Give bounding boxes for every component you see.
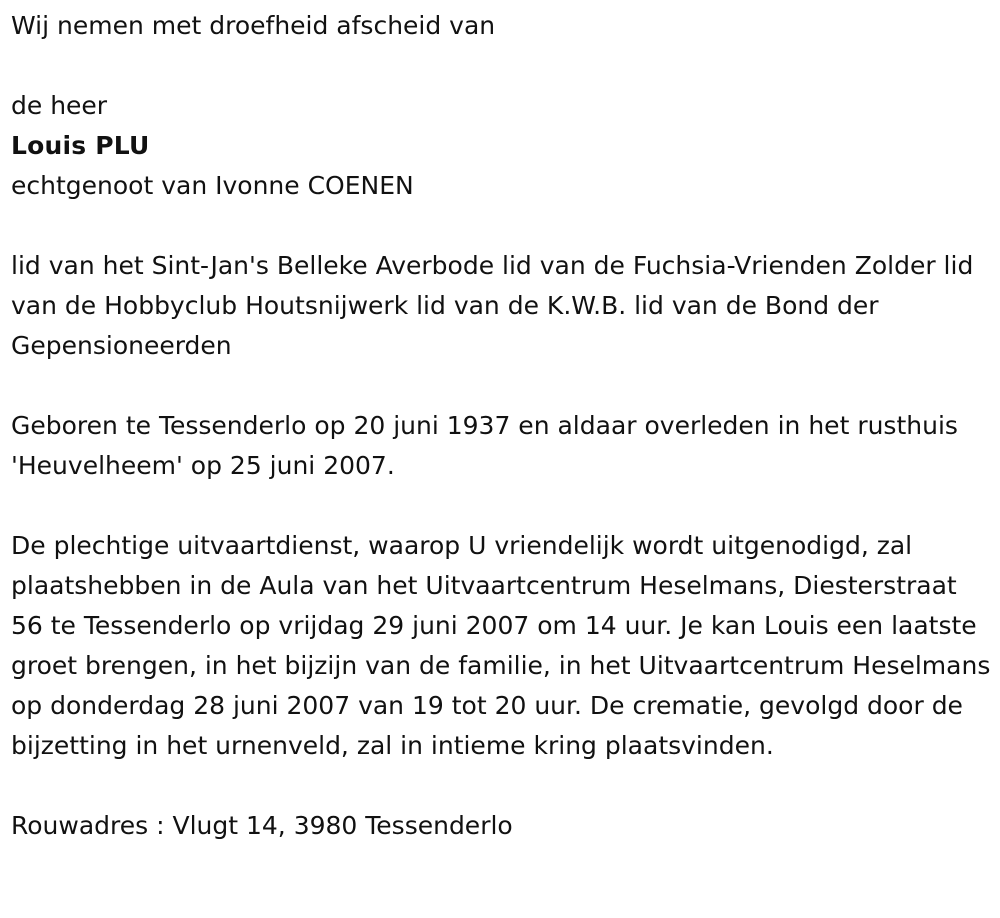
- intro-text: Wij nemen met droefheid afscheid van: [11, 11, 496, 40]
- ceremony-paragraph: De plechtige uitvaartdienst, waarop U vriendelijk wordt uitgenodigd, zal plaatshebben in de Aula van het Uitvaartcentrum Heselmans, Diesterstraat 56 te Tessenderlo op vrijdag 29 juni 2007 om 14 uur. Je kan Louis een laatste groet brengen, in het bijzijn van de familie, in het Uitvaartcentrum Heselmans op donderdag 28 juni 2007 van 19 tot 20 uur. De crematie, gevolgd door de bijzetting in het urnenveld, zal in intieme kring plaatsvinden.: [11, 531, 991, 760]
- spacer: [11, 206, 991, 246]
- spacer: [11, 766, 991, 806]
- spacer: [11, 46, 991, 86]
- mourning-address: Rouwadres : Vlugt 14, 3980 Tessenderlo: [11, 811, 513, 840]
- memberships-paragraph: lid van het Sint-Jan's Belleke Averbode lid van de Fuchsia-Vrienden Zolder lid van de Hobbyclub Houtsnijwerk lid van de K.W.B. lid van de Bond der Gepensioneerden: [11, 251, 974, 360]
- spacer: [11, 366, 991, 406]
- spouse-line: echtgenoot van Ivonne COENEN: [11, 171, 414, 200]
- title-prefix: de heer: [11, 91, 108, 120]
- birth-death-paragraph: Geboren te Tessenderlo op 20 juni 1937 en aldaar overleden in het rusthuis 'Heuvelheem' op 25 juni 2007.: [11, 411, 958, 480]
- deceased-name: Louis PLU: [11, 131, 150, 160]
- spacer: [11, 486, 991, 526]
